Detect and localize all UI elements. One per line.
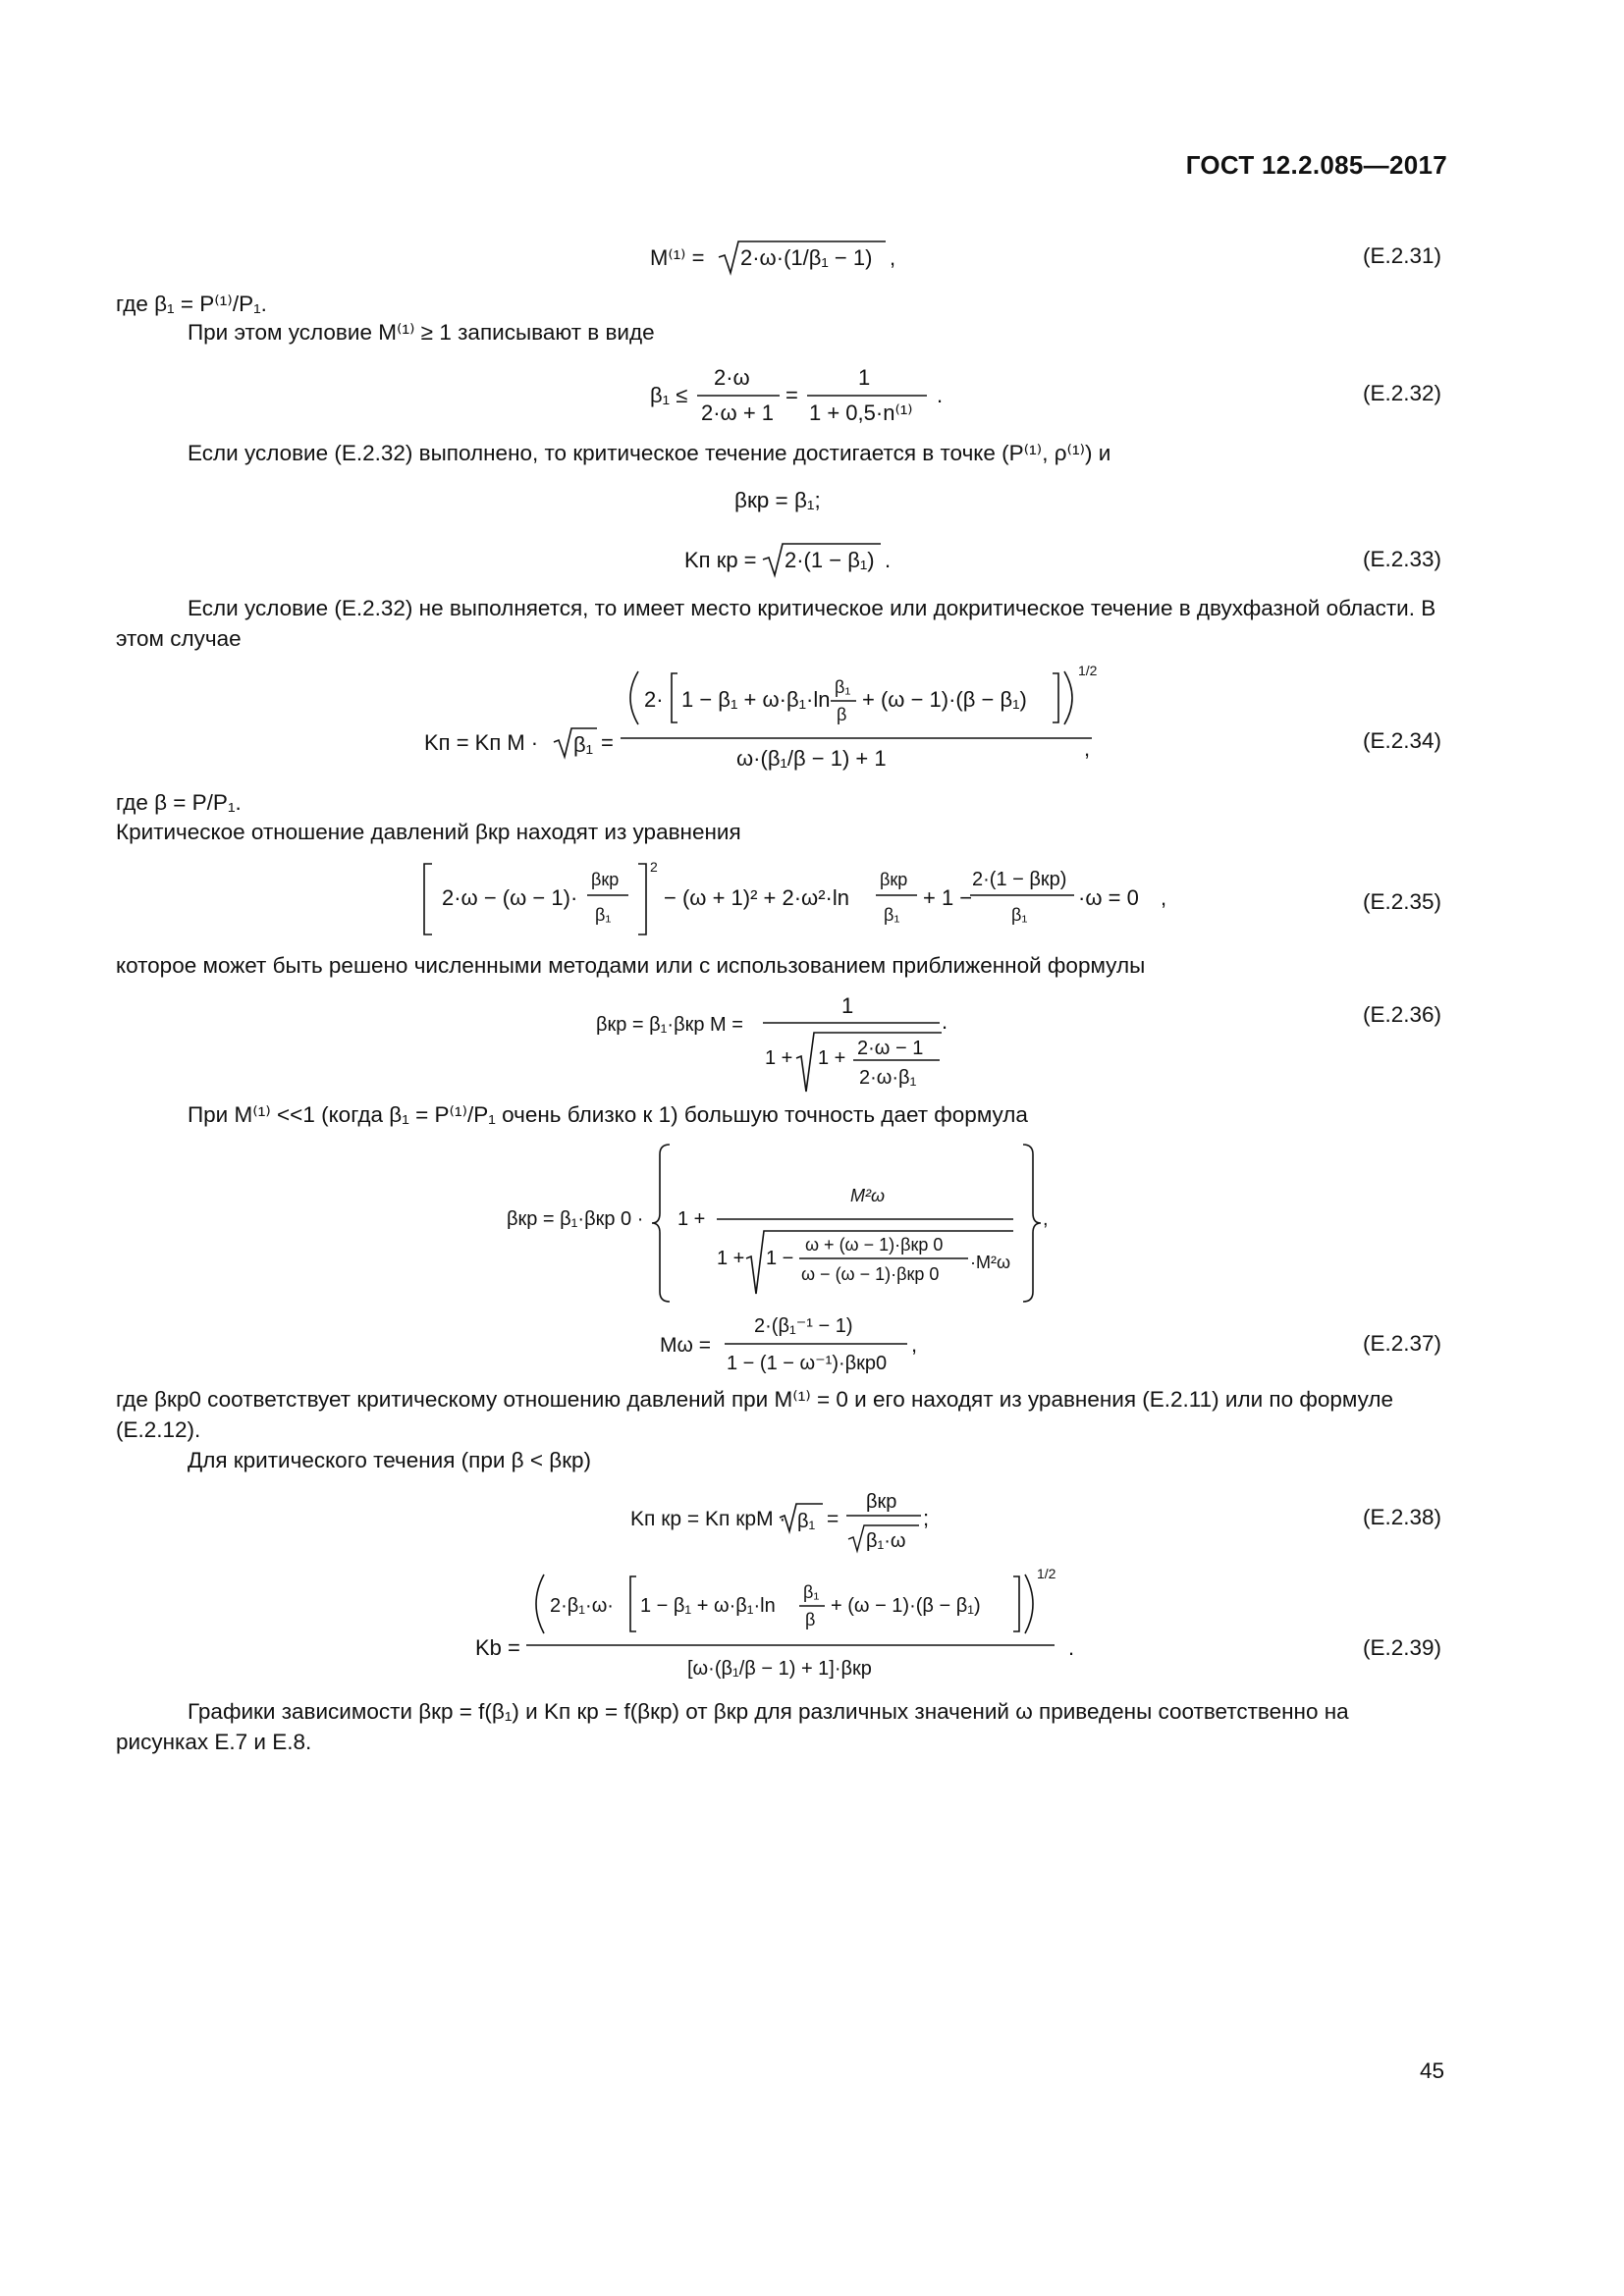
eq34-num-a: 2·	[644, 687, 664, 712]
eq33-lhs: Kп кр =	[684, 548, 757, 572]
equation-e2-39	[475, 1565, 1104, 1697]
paragraph: При этом условие M⁽¹⁾ ≥ 1 записывают в виде	[188, 320, 655, 345]
equation-e2-37	[660, 1308, 945, 1384]
eq38-lhs: Kп кр = Kп крМ ·	[630, 1508, 786, 1530]
eq33-rhs: 2·(1 − β₁)	[785, 548, 875, 572]
equation-number: (Е.2.35)	[1362, 889, 1441, 914]
paragraph: βкр = β₁;	[734, 488, 821, 512]
equation-number: (Е.2.32)	[1362, 381, 1441, 405]
eq37a-den2: 1 −	[766, 1248, 794, 1269]
equation-number: (Е.2.36)	[1362, 1002, 1441, 1027]
eq37a-num: M²ω	[850, 1186, 886, 1205]
equation-number: (Е.2.38)	[1362, 1505, 1441, 1529]
paragraph: где β = P/P₁.	[116, 790, 242, 815]
eq34-exp: 1/2	[1078, 664, 1098, 678]
equation-e2-36	[596, 989, 969, 1102]
eq34-sqrt: β₁	[573, 732, 594, 757]
eq34-num-c: + (ω − 1)·(β − β₁)	[862, 687, 1027, 712]
eq35-frac2-num: βкр	[880, 870, 908, 889]
eq39-frac-num: β₁	[803, 1582, 820, 1602]
eq32-lhs: β₁ ≤	[650, 383, 688, 407]
eq35-b: − (ω + 1)² + 2·ω²·ln	[664, 885, 850, 910]
eq33-tail: .	[885, 548, 892, 572]
paragraph: Если условие (Е.2.32) выполнено, то критическое течение достигается в точке (P⁽¹⁾, ρ⁽¹⁾) и	[188, 441, 1111, 465]
eq34-den: ω·(β₁/β − 1) + 1	[736, 746, 887, 771]
eq37-lhs: Mω =	[660, 1334, 711, 1357]
equation-e2-34	[424, 664, 1111, 786]
equation-e2-31	[650, 236, 945, 286]
eq36-lhs: βкр = β₁·βкр М =	[596, 1014, 743, 1036]
eq35-g-den: β₁	[1011, 905, 1028, 925]
eq38-eq: =	[827, 1508, 839, 1530]
eq39-num-b: 1 − β₁ + ω·β₁·ln	[640, 1595, 776, 1617]
equation-e2-37a-svg	[507, 1141, 1056, 1308]
equation-e2-32-svg	[650, 361, 974, 430]
paragraph: где βкр0 соответствует критическому отношению давлений при M⁽¹⁾ = 0 и его находят из уравнения (Е.2.11) или по формуле (Е.2.12).	[116, 1387, 1394, 1442]
eq34-eq: =	[601, 730, 614, 755]
eq32-den1: 2·ω + 1	[701, 400, 775, 425]
eq36-tail: .	[942, 1009, 948, 1034]
equation-e2-38-svg	[630, 1484, 945, 1559]
paragraph: Для критического течения (при β < βкр)	[188, 1448, 592, 1472]
eq34-frac-num: β₁	[835, 677, 851, 697]
eq37-num: 2·(β₁⁻¹ − 1)	[754, 1315, 853, 1337]
equation-e2-34-svg	[424, 664, 1111, 781]
eq37a-tail: ,	[1043, 1208, 1049, 1230]
paragraph: При M⁽¹⁾ <<1 (когда β₁ = P⁽¹⁾/P₁ очень близко к 1) большую точность дает формула	[188, 1102, 1028, 1127]
equation-e2-37-svg	[660, 1308, 945, 1379]
eq35-tail: ,	[1161, 885, 1167, 910]
eq36-inner-num: 2·ω − 1	[857, 1038, 924, 1059]
equation-number: (Е.2.31)	[1362, 243, 1441, 268]
eq34-frac-den: β	[837, 705, 847, 724]
eq36-den1: 1 +	[765, 1047, 793, 1069]
eq35-frac2-den: β₁	[884, 905, 900, 925]
paragraph: где β₁ = P⁽¹⁾/P₁.	[116, 292, 267, 316]
eq37a-inner-den: ω − (ω − 1)·βкр 0	[801, 1264, 940, 1284]
eq31-rhs: 2·ω·(1/β₁ − 1)	[740, 245, 873, 270]
eq39-exp: 1/2	[1037, 1566, 1056, 1581]
eq39-num-a: 2·β₁·ω·	[550, 1595, 614, 1617]
equation-e2-33-svg	[684, 538, 940, 583]
eq37-den: 1 − (1 − ω⁻¹)·βкр0	[727, 1353, 888, 1374]
equation-e2-31-svg	[650, 236, 945, 281]
eq32-eq: =	[785, 383, 798, 407]
equation-number: (Е.2.37)	[1362, 1331, 1441, 1356]
eq39-tail: .	[1068, 1635, 1075, 1660]
eq35-a: 2·ω − (ω − 1)·	[442, 885, 578, 910]
eq35-frac-den: β₁	[595, 905, 612, 925]
eq34-num-b: 1 − β₁ + ω·β₁·ln	[681, 687, 831, 712]
equation-e2-36-svg	[596, 989, 969, 1097]
eq38-tail: ;	[923, 1506, 930, 1530]
equation-e2-33	[684, 538, 940, 588]
page-number: 45	[1419, 2058, 1444, 2083]
eq36-den2: 1 +	[818, 1047, 846, 1069]
paragraph: Критическое отношение давлений βкр находят из уравнения	[116, 820, 741, 844]
equation-number: (Е.2.39)	[1362, 1635, 1441, 1660]
eq39-num-c: + (ω − 1)·(β − β₁)	[831, 1595, 981, 1617]
eq34-tail: ,	[1084, 736, 1091, 761]
equation-e2-35	[422, 856, 1188, 949]
eq38-num: βкр	[866, 1491, 897, 1513]
eq37a-inner-num: ω + (ω − 1)·βкр 0	[805, 1235, 944, 1255]
eq39-frac-den: β	[805, 1610, 816, 1629]
eq35-exp: 2	[650, 859, 658, 875]
equation-number: (Е.2.34)	[1362, 728, 1441, 753]
eq37a-lhs: βкр = β₁·βкр 0 ·	[507, 1208, 644, 1230]
eq36-num: 1	[841, 993, 854, 1018]
eq37-tail: ,	[911, 1332, 918, 1357]
eq32-num1: 2·ω	[714, 365, 750, 390]
eq39-lhs: Kb =	[475, 1635, 520, 1660]
eq31-lhs: M⁽¹⁾ =	[650, 245, 705, 270]
equation-e2-38	[630, 1484, 945, 1564]
eq31-tail: ,	[890, 245, 896, 270]
eq35-d: ·ω = 0	[1078, 885, 1139, 910]
eq38-den: β₁·ω	[866, 1530, 906, 1552]
eq32-den2: 1 + 0,5·n⁽¹⁾	[809, 400, 913, 425]
equation-e2-39-svg	[475, 1565, 1104, 1692]
equation-e2-35-svg	[422, 856, 1188, 944]
equation-e2-37a	[507, 1141, 1056, 1312]
document-code: ГОСТ 12.2.085—2017	[1185, 150, 1447, 180]
eq35-frac-num: βкр	[591, 870, 620, 889]
eq36-inner-den: 2·ω·β₁	[859, 1067, 917, 1089]
eq38-sqrt: β₁	[797, 1511, 816, 1532]
eq34-lhs: Kп = Kп М ·	[424, 730, 539, 755]
eq39-den: [ω·(β₁/β − 1) + 1]·βкр	[687, 1658, 872, 1680]
eq32-tail: .	[937, 383, 944, 407]
eq37a-one: 1 +	[677, 1208, 706, 1230]
equation-e2-32	[650, 361, 974, 435]
paragraph: которое может быть решено численными методами или с использованием приближенной формулы	[116, 953, 1146, 978]
equation-number: (Е.2.33)	[1362, 547, 1441, 571]
eq35-g-num: 2·(1 − βкр)	[972, 869, 1067, 890]
eq37a-mw: ·M²ω	[970, 1253, 1011, 1272]
eq37a-den1: 1 +	[717, 1248, 745, 1269]
eq35-c: + 1 −	[923, 885, 973, 910]
paragraph: Если условие (Е.2.32) не выполняется, то имеет место критическое или докритическое течение в двухфазной области. В этом случае	[116, 596, 1436, 651]
paragraph: Графики зависимости βкр = f(β₁) и Kп кр = f(βкр) от βкр для различных значений ω приведены соответственно на рисунках Е.7 и Е.8.	[116, 1699, 1349, 1754]
eq32-num2: 1	[858, 365, 871, 390]
